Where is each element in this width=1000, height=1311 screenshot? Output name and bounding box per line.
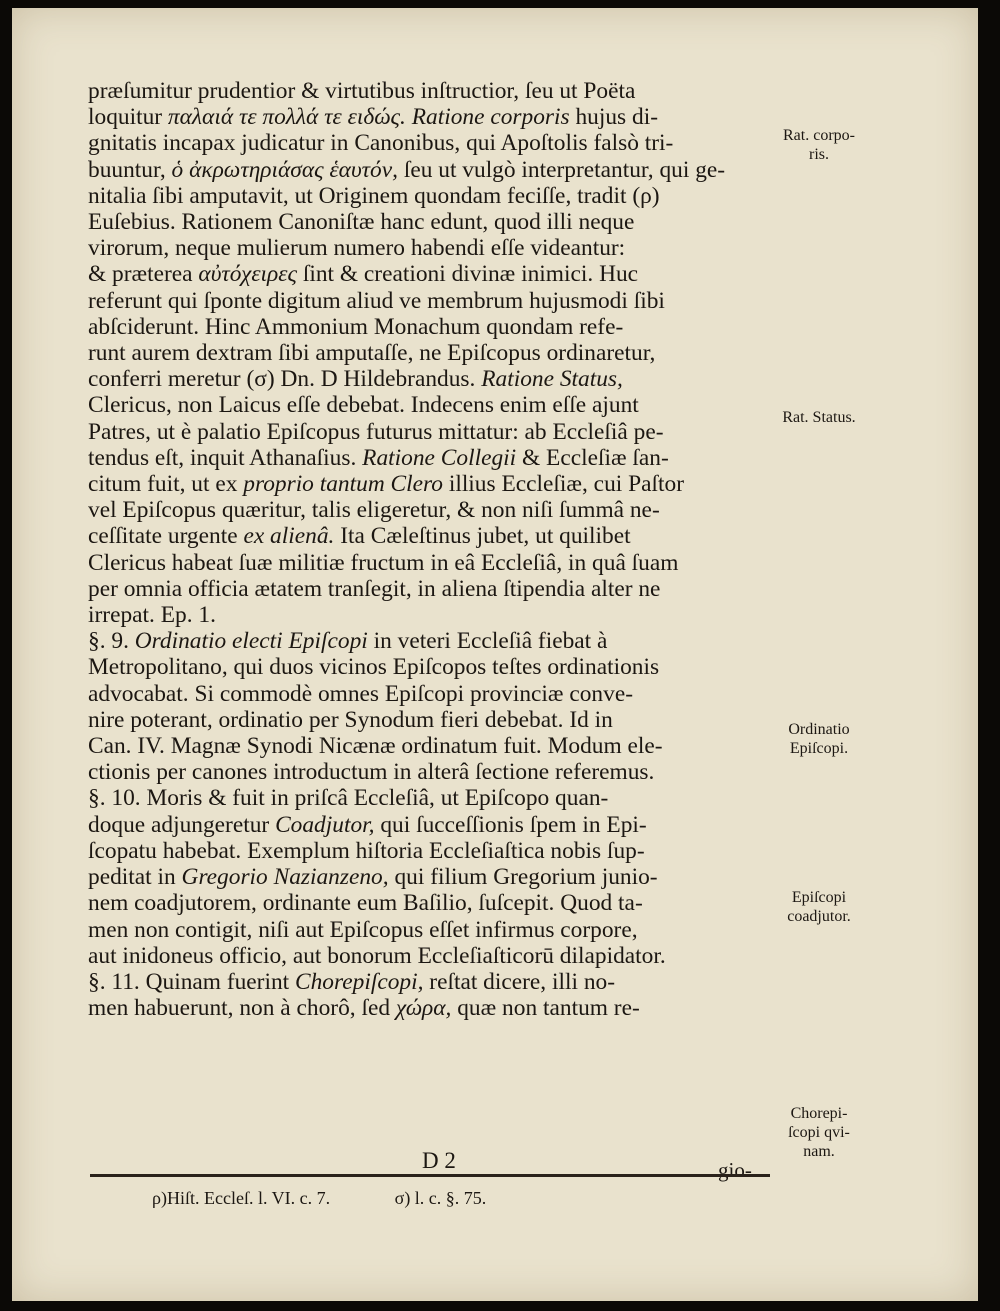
text-line (88, 550, 770, 576)
text-run: referunt qui ſponte digitum aliud ve membrum hujusmodi ſibi (88, 287, 665, 314)
italic-text: Ratione Collegii (362, 444, 517, 471)
text-line (88, 733, 770, 759)
text-run: conferri meretur (σ) Dn. D Hildebrandus. (88, 366, 482, 393)
text-line (88, 157, 770, 183)
text-run: peditat in (88, 864, 182, 891)
text-line (88, 471, 770, 497)
text-line (88, 995, 770, 1021)
text-run: Can. IV. Magnæ Synodi Nicænæ ordinatum fuit. Modum ele- (88, 733, 663, 760)
text-run: runt aurem dextram ſibi amputaſſe, ne Epiſcopus ordinaretur, (88, 340, 656, 367)
text-line (88, 314, 770, 340)
text-run: nem coadjutorem, ordinante eum Baſilio, ſuſcepit. Quod ta- (88, 890, 643, 917)
signature-mark: D 2 (422, 1148, 456, 1173)
text-line (88, 392, 770, 418)
text-run: abſciderunt. Hinc Ammonium Monachum quondam refe- (88, 313, 624, 340)
italic-text: χώρα, (395, 995, 452, 1022)
text-line (88, 419, 770, 445)
text-run: ſint & creationi divinæ inimici. Huc (296, 261, 639, 288)
margin-note-rat-corporis: Rat. corpo- ris. (783, 127, 855, 163)
italic-text: Ratione corporis (411, 104, 570, 131)
text-line (88, 890, 770, 916)
italic-text: αὐτόχειρες (198, 261, 297, 288)
text-line (88, 497, 770, 523)
text-run: vel Epiſcopus quæritur, talis eligeretur, & non niſi ſummâ ne- (88, 497, 660, 524)
italic-text: ὁ ἀκρωτηριάσας ἑαυτόν, (171, 156, 398, 183)
text-run: buuntur, (88, 156, 172, 183)
text-run: doque adjungeretur (88, 811, 276, 838)
text-line (88, 681, 770, 707)
text-run: loquitur (88, 104, 168, 131)
text-run: Patres, ut è palatio Epiſcopus futurus mittatur: ab Eccleſiâ pe- (88, 418, 664, 445)
text-line (88, 812, 770, 838)
text-line (88, 707, 770, 733)
text-run: gnitatis incapax judicatur in Canonibus, qui Apoſtolis falsò tri- (88, 130, 674, 157)
text-run: men non contigit, niſi aut Epiſcopus eſſet infirmus corpore, (88, 916, 638, 943)
footnotes (152, 1188, 546, 1209)
text-run: tendus eſt, inquit Athanaſius. (88, 444, 363, 471)
italic-text: Coadjutor, (275, 811, 375, 838)
italic-text: Chorepiſcopi, (295, 968, 424, 995)
text-run: & præterea (88, 261, 199, 288)
text-run: ceſſitate urgente (88, 523, 244, 550)
text-line (88, 759, 770, 785)
text-run: hujus di- (569, 104, 658, 131)
text-line (88, 209, 770, 235)
text-run: qui ſucceſſionis ſpem in Epi- (374, 811, 647, 838)
text-run: advocabat. Si commodè omnes Epiſcopi provinciæ conve- (88, 680, 633, 707)
text-run: Clericus, non Laicus eſſe debebat. Indecens enim eſſe ajunt (88, 392, 639, 419)
text-line (88, 445, 770, 471)
text-line (88, 130, 770, 156)
text-line (88, 654, 770, 680)
text-run: nitalia ſibi amputavit, ut Originem quondam feciſſe, tradit (ρ) (88, 182, 660, 209)
italic-text: Ratione Status, (481, 366, 623, 393)
text-run: Metropolitano, qui duos vicinos Epiſcopos teſtes ordinationis (88, 654, 660, 681)
text-run: præſumitur prudentior & virtutibus inſtructior, ſeu ut Poëta (88, 78, 636, 104)
text-line (88, 523, 770, 549)
text-line (88, 78, 770, 104)
text-line (88, 864, 770, 890)
text-run: virorum, neque mulierum numero habendi eſſe videantur: (88, 235, 626, 262)
text-run: qui filium Gregorium junio- (388, 864, 658, 891)
margin-note-rat-status: Rat. Status. (782, 409, 856, 426)
text-run: Clericus habeat ſuæ militiæ fructum in eâ Eccleſiâ, in quâ ſuam (88, 549, 679, 576)
text-line (88, 969, 770, 995)
italic-text: Gregorio Nazianzeno, (181, 864, 389, 891)
italic-text: Ordinatio electi Epiſcopi (134, 628, 368, 655)
italic-text: proprio tantum Clero (243, 471, 443, 498)
text-run: ctionis per canones introductum in alterâ ſectione referemus. (88, 759, 655, 786)
text-run: per omnia officia ætatem tranſegit, in aliena ſtipendia alter ne (88, 575, 661, 602)
text-line (88, 628, 770, 654)
text-run: nire poterant, ordinatio per Synodum fieri debebat. Id in (88, 706, 613, 733)
catchword: gio- (718, 1158, 752, 1182)
italic-text: παλαιά τε πολλά τε ειδώς. (167, 104, 406, 131)
text-run: illius Eccleſiæ, cui Paſtor (442, 471, 684, 498)
footnote-rule (90, 1174, 770, 1177)
italic-text: ex alienâ. (243, 523, 335, 550)
text-run: & Eccleſiæ ſan- (516, 444, 669, 471)
footnote-rho: ρ)Hiſt. Eccleſ. l. VI. c. 7. (152, 1188, 331, 1208)
text-run: ſcopatu habebat. Exemplum hiſtoria Eccleſiaſtica nobis ſup- (88, 837, 645, 864)
text-run: irrepat. Ep. 1. (88, 602, 216, 629)
text-run: Ita Cæleſtinus jubet, ut quilibet (334, 523, 631, 550)
text-line (88, 943, 770, 969)
text-line (88, 366, 770, 392)
text-line (88, 104, 770, 130)
text-line (88, 785, 770, 811)
text-run: §. 11. Quinam fuerint (88, 968, 296, 995)
text-line (88, 602, 770, 628)
text-line (88, 261, 770, 287)
text-run: men habuerunt, non à chorô, ſed (88, 995, 396, 1022)
text-run: Euſebius. Rationem Canoniſtæ hanc edunt, quod illi neque (88, 209, 635, 236)
text-run: ſeu ut vulgò interpretantur, qui ge- (397, 156, 726, 183)
book-page (12, 8, 978, 1301)
text-line (88, 576, 770, 602)
text-run: reſtat dicere, illi no- (423, 968, 616, 995)
text-run: aut inidoneus officio, aut bonorum Eccleſiaſticorū dilapidator. (88, 942, 666, 969)
text-run: §. 9. (88, 628, 135, 655)
body-text (88, 78, 770, 1021)
text-run: §. 10. Moris & fuit in priſcâ Eccleſiâ, ut Epiſcopo quan- (88, 785, 609, 812)
text-run: in veteri Eccleſiâ fiebat à (367, 628, 608, 655)
text-line (88, 183, 770, 209)
margin-note-coadjutor: Epiſcopi coadjutor. (787, 889, 851, 925)
text-line (88, 235, 770, 261)
text-line (88, 288, 770, 314)
text-line (88, 340, 770, 366)
text-run: quæ non tantum re- (451, 995, 640, 1022)
text-line (88, 838, 770, 864)
text-line (88, 917, 770, 943)
footnote-sigma: σ) l. c. §. 75. (394, 1188, 487, 1208)
text-run: citum fuit, ut ex (88, 471, 244, 498)
margin-note-chorepiscopi: Chorepi- ſcopi qvi- nam. (788, 1105, 850, 1160)
margin-note-ordinatio: Ordinatio Epiſcopi. (788, 721, 850, 757)
